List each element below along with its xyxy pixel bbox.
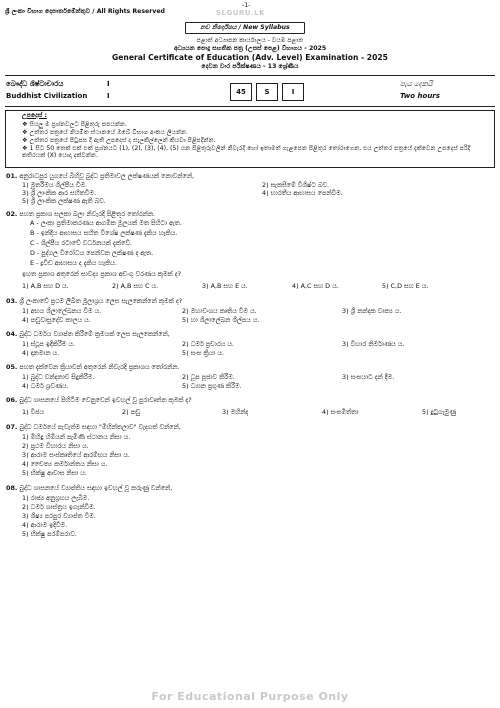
question-2-number: 02. xyxy=(6,210,18,218)
q2-prompt: ඉහත ප්‍රකාශ අතුරෙන් සාවද්‍ය ප්‍රකාශ අඩංගු වරණය කුමක් ද? xyxy=(22,270,181,278)
instruction-item-3: ❖ උත්තර පත්‍රයේ පිටුපස දී ඇති උපදෙස් ද සැලකිල්ලෙන් කියවා පිළිපදින්න. xyxy=(22,137,216,144)
q6-option-4[interactable]: 4) සංඝමිත්තා xyxy=(322,408,359,416)
q3-option-5[interactable]: 5) හා ශිලාලේඛන ශිල්පය ය. xyxy=(182,316,260,324)
term-test-line: දෙවන වාර පරීක්ෂණය - 13 ශ්‍රේණිය xyxy=(201,63,299,70)
question-4-text: බුද්ධ ධර්මය ව්‍යාප්ත කිරීමේ ක්‍රමයක් ලෙස සැලකෙන්නේ, xyxy=(19,330,170,338)
instruction-item-2-text: උත්තර පත්‍රයේ නියමිත ස්ථානයේ ඔබේ විභාග අංකය ලියන්න. xyxy=(29,129,189,136)
copyright-notice: ශ්‍රී ලංකා විභාග දෙපාර්තමේන්තුව / All Rights Reserved xyxy=(5,8,165,15)
duration-si: පැය දෙකයි xyxy=(400,80,433,88)
q2-option-4[interactable]: 4) A,C සහ D ය. xyxy=(292,282,339,290)
code-box-3 xyxy=(282,83,304,101)
q5-option-5[interactable]: 5) ධ්‍යාන ප්‍රගුණ කිරීම. xyxy=(182,382,242,390)
question-8-number: 08. xyxy=(6,484,18,492)
q2-option-3[interactable]: 3) A,B සහ E ය. xyxy=(202,282,248,290)
footer-watermark: For Educational Purpose Only xyxy=(151,690,349,703)
code-box-1-text: 45 xyxy=(236,88,246,96)
question-8-text: බුද්ධ ශාසනයේ ව්‍යාප්තිය සඳහා ඉවහල් වූ කරුණු වන්නේ, xyxy=(19,484,173,492)
q4-option-2[interactable]: 2) ධර්ම ප්‍රචාරය ය. xyxy=(182,340,234,348)
q7-option-5[interactable]: 5) භික්ෂු ආවාස නිසා ය. xyxy=(22,469,87,477)
q1-option-4[interactable]: 4) භාරතීය ආභාසය පෙන්වීම. xyxy=(262,189,343,197)
instruction-item-1: ❖ සියලු ම ප්‍රශ්නවලට පිළිතුරු සපයන්න. xyxy=(22,121,127,128)
question-4 xyxy=(6,330,491,338)
q8-option-1[interactable]: 1) රාජ්‍ය අනුග්‍රහය ලැබීම. xyxy=(22,494,90,502)
q8-option-2[interactable]: 2) ධර්ම ශාස්ත්‍රය ඉගැන්වීම. xyxy=(22,503,96,511)
exam-title-si: අධ්‍යයන පොදු සහතික පත්‍ර (උසස් පෙළ) විභාගය - 2025 xyxy=(173,45,327,52)
instruction-item-4-text: 1 සිට 50 තෙක් එක් එක් ප්‍රශ්නයට (1), (2), (3), (4), (5) යන පිළිතුරුවලින් නිවැරදි හෝ ඉතාමත් ගැළපෙන පිළිතුර තෝරාගෙන, එය උත්තර පත්‍රයේ දැක්වෙන උපදෙස් පරිදි කතිරයක් (X) යොදා දක්වන්න. xyxy=(22,145,471,160)
subject-part-si: I xyxy=(107,80,110,88)
question-3-number: 03. xyxy=(6,297,18,305)
q2-statement-b: B - ඉන්දීය ආභාසය සහිත විශේෂ ලක්ෂණ දැකිය හැකිය. xyxy=(30,229,178,237)
code-box-3-text: I xyxy=(291,88,295,96)
question-1 xyxy=(6,172,491,180)
q1-option-5[interactable]: 5) ශ්‍රී ලාංකික ලක්ෂණ ඇති බව. xyxy=(22,197,106,205)
instruction-item-4: ❖ 1 සිට 50 තෙක් එක් එක් ප්‍රශ්නයට (1), (2), (3), (4), (5) යන පිළිතුරුවලින් නිවැරදි හෝ ඉතාමත් ගැළපෙන පිළිතුර තෝරාගෙන, එය උත්තර පත්‍රයේ දැක්වෙන උපදෙස් පරිදි කතිරයක් (X) යොදා දක්වන්න. xyxy=(22,145,471,160)
question-7 xyxy=(6,423,491,431)
question-5-text: පහත දැක්වෙන ක්‍රියාවන් අතුරෙන් නිවැරදි ප්‍රකාශය තෝරන්න. xyxy=(19,363,180,371)
instruction-item-3-text: උත්තර පත්‍රයේ පිටුපස දී ඇති උපදෙස් ද සැලකිල්ලෙන් කියවා පිළිපදින්න. xyxy=(29,137,216,144)
q6-option-2[interactable]: 2) පඬු xyxy=(122,408,141,416)
q4-option-4[interactable]: 4) දානමාන ය. xyxy=(22,349,60,357)
q7-option-1[interactable]: 1) මිහිඳු හිමියන් පැමිණි ස්ථානය නිසා ය. xyxy=(22,433,131,441)
q2-statement-e: E - ද්‍රවිඩ ආභාසය ද දැකිය හැකිය. xyxy=(30,259,118,267)
question-6 xyxy=(6,396,491,404)
question-5 xyxy=(6,363,491,371)
q7-option-3[interactable]: 3) ආරාම සංස්කෘතියේ ආරම්භය නිසා ය. xyxy=(22,451,130,459)
page-number: -1- xyxy=(242,2,251,9)
question-3 xyxy=(6,297,491,305)
question-4-number: 04. xyxy=(6,330,18,338)
instructions-heading: උපදෙස් : xyxy=(22,112,47,119)
q2-statement-d: D - පුද්ගල විරෝධය පෙන්වන ලක්ෂණ ද ඇත. xyxy=(30,249,154,257)
q1-option-3[interactable]: 3) ශ්‍රී ලාංකික ආර සහිතවීම. xyxy=(22,189,97,197)
q5-option-1[interactable]: 1) බුද්ධ වන්දනාව සිදුකිරීම. xyxy=(22,373,95,381)
question-2-text: පහත ප්‍රකාශ සලකා බලා නිවැරදි පිළිතුර තෝරන්න. xyxy=(19,210,156,218)
q2-option-5[interactable]: 5) C,D සහ E ය. xyxy=(382,282,429,290)
question-8 xyxy=(6,484,491,492)
q8-option-5[interactable]: 5) භික්ෂු පරම්පරාව. xyxy=(22,530,77,538)
question-1-text: අනුරාධපුර යුගයේ බිහිවූ බුද්ධ ප්‍රතිමාවල ලක්ෂණයක් නොවන්නේ, xyxy=(19,172,195,180)
q2-statement-c: C - ශිල්පීය රටාවේ වර්ධනයක් දැක්වේ. xyxy=(30,239,132,247)
site-watermark: SLGURU.LK xyxy=(216,9,266,17)
subject-name-en: Buddhist Civilization xyxy=(6,92,88,100)
question-6-text: බුද්ධ ශාසනයේ පිහිටීම වෙනුවෙන් ඉවහල් වූ පුරාවෘත්ත කුමක් ද? xyxy=(19,396,192,404)
code-box-1 xyxy=(230,83,252,101)
q1-option-2[interactable]: 2) සැකසීමේ විශිෂ්ට බව. xyxy=(262,181,330,189)
q6-option-5[interactable]: 5) දුටුගැමුණු xyxy=(422,408,457,416)
instruction-item-1-text: සියලු ම ප්‍රශ්නවලට පිළිතුරු සපයන්න. xyxy=(29,121,127,128)
exam-title-en: General Certificate of Education (Adv. Level) Examination - 2025 xyxy=(112,53,388,62)
instruction-item-2: ❖ උත්තර පත්‍රයේ නියමිත ස්ථානයේ ඔබේ විභාග අංකය ලියන්න. xyxy=(22,129,189,136)
q4-option-5[interactable]: 5) සංඝ ක්‍රියා ය. xyxy=(182,349,224,357)
q2-statement-a: A - ලංකා ප්‍රතිමාකරණය ආගමික මූලයක් මත පිහිටා ඇත. xyxy=(30,219,182,227)
code-box-2-text: S xyxy=(264,88,270,96)
question-6-number: 06. xyxy=(6,396,18,404)
q4-option-3[interactable]: 3) විහාර නිර්මාණය ය. xyxy=(342,340,405,348)
q5-option-4[interactable]: 4) ධර්ම ශ්‍රවණය. xyxy=(22,382,69,390)
question-7-text: බුද්ධ ධර්මයේ පැවැත්ම සඳහා "මිහින්තලාව" වැදගත් වන්නේ, xyxy=(19,423,181,431)
q5-option-2[interactable]: 2) ධූප පූජාව කිරීම. xyxy=(182,373,235,381)
q1-option-1[interactable]: 1) මූර්තිමය ශිල්පීය වීම. xyxy=(22,181,88,189)
subject-part-en: I xyxy=(107,92,110,100)
question-3-text: ශ්‍රී ලංකාවේ ප්‍රථම ලිඛිත මූලාශ්‍රය ලෙස සැලකෙන්නේ කුමක් ද? xyxy=(19,297,183,305)
q3-option-3[interactable]: 3) ශ්‍රී නන්දක වාක්‍ය ය. xyxy=(342,307,402,315)
subject-name-si: බෞද්ධ ශිෂ්ටාචාරය xyxy=(6,80,64,88)
q3-option-1[interactable]: 1) අභය ශිලාලේඛනය වීම ය. xyxy=(22,307,102,315)
syllabus-badge-text: නව නිර්දේශය / New Syllabus xyxy=(200,24,290,31)
code-box-2 xyxy=(256,83,278,101)
question-1-number: 01. xyxy=(6,172,18,180)
q7-option-4[interactable]: 4) චෛත්‍ය කර්මාන්තය නිසා ය. xyxy=(22,460,108,468)
q6-option-3[interactable]: 3) මහින්ද xyxy=(222,408,249,416)
department-line: පළාත් අධ්‍යාපන කාර්යාලය - වයඹ පළාත xyxy=(196,37,304,44)
question-7-number: 07. xyxy=(6,423,18,431)
question-5-number: 05. xyxy=(6,363,18,371)
q2-option-1[interactable]: 1) A,B සහ D ය. xyxy=(22,282,69,290)
syllabus-badge xyxy=(185,22,305,34)
q2-option-2[interactable]: 2) A,B සහ C ය. xyxy=(112,282,159,290)
duration-en: Two hours xyxy=(400,92,440,100)
question-2 xyxy=(6,210,491,218)
q8-option-3[interactable]: 3) ශිෂ්‍ය පරපුර ව්‍යාප්ත වීම. xyxy=(22,512,96,520)
q6-option-1[interactable]: 1) විජය xyxy=(22,408,45,416)
q5-option-3[interactable]: 3) සංඝයාට දන් දීම. xyxy=(342,373,395,381)
q7-option-2[interactable]: 2) ප්‍රථම විහාරය නිසා ය. xyxy=(22,442,89,450)
q3-option-2[interactable]: 2) මහාවංශය කෘතිය වීම ය. xyxy=(182,307,257,315)
q4-option-1[interactable]: 1) ස්ථූප ඉදිකිරීම ය. xyxy=(22,340,76,348)
q3-option-4[interactable]: 4) පඬුවාසුදේව කාලය ය. xyxy=(22,316,91,324)
q8-option-4[interactable]: 4) ආරාම ඉදිවීම. xyxy=(22,521,68,529)
